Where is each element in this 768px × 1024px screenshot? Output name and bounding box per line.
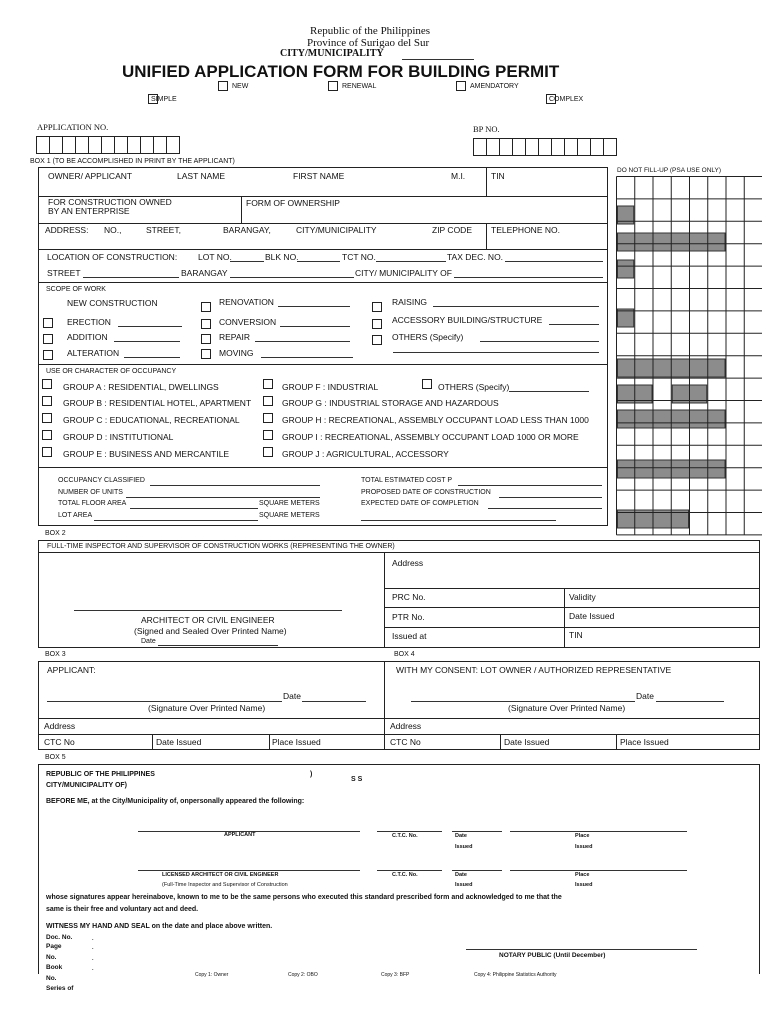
alteration-checkbox[interactable] [43,350,53,360]
box5-issued-4: Issued [575,882,593,888]
box5-city: CITY/MUNICIPALITY OF) [46,782,128,789]
box5-ctc-1: C.T.C. No. [392,833,418,839]
city-municipality-label: CITY/MUNICIPALITY [296,225,377,235]
box4-address-label: Address [390,721,422,731]
group-e-label: GROUP E : BUSINESS AND MERCANTILE [63,449,230,459]
group-g-checkbox[interactable] [263,396,273,406]
applicant-label: APPLICANT: [47,665,96,675]
complex-label: COMPLEX [549,96,584,103]
application-no-cell-4[interactable] [75,136,89,154]
bp-no-cell-8[interactable] [564,138,578,156]
barangay2-label: BARANGAY [181,268,228,278]
group-j-label: GROUP J : AGRICULTURAL, ACCESSORY [282,449,449,459]
total-cost-label: TOTAL ESTIMATED COST P [361,477,453,484]
architect-label: ARCHITECT OR CIVIL ENGINEER [141,615,275,625]
box1-title: BOX 1 (TO BE ACCOMPLISHED IN PRINT BY THE APPLICANT) [30,158,235,165]
group-i-checkbox[interactable] [263,430,273,440]
notary-signature-line[interactable] [466,949,697,950]
street-label: STREET, [146,225,181,235]
conversion-checkbox[interactable] [201,319,211,329]
box2-label: BOX 2 [45,530,66,537]
copy-4: Copy 4: Philippine Statistics Authority [474,972,557,978]
header-city: CITY/MUNICIPALITY [280,48,384,59]
occupancy-title: USE OR CHARACTER OF OCCUPANCY [46,368,177,375]
group-h-label: GROUP H : RECREATIONAL, ASSEMBLY OCCUPANT LOAD LESS THAN 1000 [282,415,589,425]
box3-place-issued-label: Place Issued [272,737,321,747]
amendatory-checkbox[interactable] [456,81,466,91]
city-underline [402,59,474,60]
application-no-cell-9[interactable] [140,136,154,154]
book-no-label: No. [46,975,57,982]
validity-label: Validity [569,592,596,602]
amendatory-label: AMENDATORY [470,83,519,90]
expected-date-label: EXPECTED DATE OF COMPLETION [361,500,479,507]
box2-date-label: Date [141,638,156,645]
repair-checkbox[interactable] [201,334,211,344]
raising-checkbox[interactable] [372,302,382,312]
book-label: Book [46,964,63,971]
box4-place-issued-label: Place Issued [620,737,669,747]
form-of-ownership-label: FORM OF OWNERSHIP [246,198,340,208]
box5-ss: S S [351,776,363,783]
bp-no-cell-3[interactable] [499,138,513,156]
group-a-checkbox[interactable] [42,379,52,389]
copy-2: Copy 2: OBO [288,972,318,978]
notary-label: NOTARY PUBLIC (Until December) [499,952,606,959]
new-label: NEW [232,83,249,90]
renovation-checkbox[interactable] [201,302,211,312]
psa-label: DO NOT FILL-UP (PSA USE ONLY) [617,167,722,174]
bp-no-label: BP NO. [473,124,500,134]
group-e-checkbox[interactable] [42,447,52,457]
copy-1: Copy 1: Owner [195,972,229,978]
application-no-cell-8[interactable] [127,136,141,154]
box1 [38,167,608,526]
number-units-label: NUMBER OF UNITS [58,489,123,496]
box5-place-1: Place [575,833,590,839]
box5-before-me: BEFORE ME, at the City/Municipality of, onpersonally appeared the following: [46,798,305,805]
page-label: Page [46,943,62,950]
psa-shaded-cell-3 [618,260,634,278]
box5-issued-1: Issued [455,844,473,850]
box2-date-issued-label: Date Issued [569,611,615,621]
scope-accessory: ACCESSORY BUILDING/STRUCTURE [392,315,543,325]
mi-label: M.I. [451,171,466,181]
group-g-label: GROUP G : INDUSTRIAL STORAGE AND HAZARDOUS [282,398,499,408]
scope-addition: ADDITION [67,332,108,342]
group-h-checkbox[interactable] [263,413,273,423]
owner-signature-line[interactable] [411,701,635,702]
application-no-label: APPLICATION NO. [37,122,109,132]
others-occupancy-label: OTHERS (Specify) [438,382,510,392]
box5-ctc-2: C.T.C. No. [392,872,418,878]
renewal-label: RENEWAL [342,83,377,90]
zip-label: ZIP CODE [432,225,472,235]
group-d-label: GROUP D : INSTITUTIONAL [63,432,174,442]
occupancy-classified-label: OCCUPANCY CLASSIFIED [58,477,145,484]
tin-label: TIN [491,171,505,181]
last-name-label: LAST NAME [177,171,226,181]
bp-no-cell-10[interactable] [590,138,604,156]
application-no-cell-6[interactable] [101,136,115,154]
signed-sealed-label: (Signed and Sealed Over Printed Name) [134,626,287,636]
box2-tin-label: TIN [569,630,583,640]
box3-ctc-label: CTC No [44,737,75,747]
scope-erection: ERECTION [67,317,111,327]
proposed-date-label: PROPOSED DATE OF CONSTRUCTION [361,489,491,496]
box4-ctc-label: CTC No [390,737,421,747]
others-scope-checkbox[interactable] [372,335,382,345]
box4-date-label: Date [636,691,654,701]
erection-checkbox[interactable] [43,318,53,328]
application-no-cell-5[interactable] [88,136,102,154]
application-no-cell-2[interactable] [49,136,63,154]
city-of-label: CITY/ MUNICIPALITY OF [355,268,452,278]
group-c-checkbox[interactable] [42,413,52,423]
bp-no-cell-11[interactable] [603,138,617,156]
box5-fulltime: (Full-Time Inspector and Supervisor of Construction [162,882,288,888]
box2-address-label: Address [392,558,424,568]
moving-checkbox[interactable] [201,349,211,359]
bp-no-cell-4[interactable] [512,138,526,156]
application-no-cell-7[interactable] [114,136,128,154]
scope-renovation: RENOVATION [219,297,274,307]
blk-no-label: BLK NO. [265,252,299,262]
for-construction-label: FOR CONSTRUCTION OWNED [48,197,172,207]
box3-address-label: Address [44,721,76,731]
first-name-label: FIRST NAME [293,171,345,181]
scope-others: OTHERS (Specify) [392,332,464,342]
box5-date-1: Date [455,833,467,839]
addition-checkbox[interactable] [43,334,53,344]
scope-repair: REPAIR [219,332,251,342]
engineer-notary-line[interactable] [138,870,360,871]
box5-paren: ) [310,771,313,778]
box5-same: same is their free and voluntary act and deed. [46,906,199,913]
barangay-label: BARANGAY, [223,225,271,235]
box5-date-2: Date [455,872,467,878]
box2-title: FULL-TIME INSPECTOR AND SUPERVISOR OF CONSTRUCTION WORKS (REPRESENTING THE OWNER) [47,543,395,550]
bp-no-cell-1[interactable] [473,138,487,156]
box5-witness: WITNESS MY HAND AND SEAL on the date and place above written. [46,923,273,930]
group-f-label: GROUP F : INDUSTRIAL [282,382,379,392]
street2-label: STREET [47,268,81,278]
box3-date-issued-label: Date Issued [156,737,202,747]
box5-issued-3: Issued [455,882,473,888]
box4-date-issued-label: Date Issued [504,737,550,747]
box5-label: BOX 5 [45,754,66,761]
prc-label: PRC No. [392,592,426,602]
group-b-label: GROUP B : RESIDENTIAL HOTEL, APARTMENT [63,398,252,408]
tax-dec-label: TAX DEC. NO. [447,252,504,262]
group-j-checkbox[interactable] [263,447,273,457]
box5-republic: REPUBLIC OF THE PHILIPPINES [46,771,155,778]
box3-sig-label: (Signature Over Printed Name) [148,703,266,713]
others-occupancy-checkbox[interactable] [422,379,432,389]
box5-whose: whose signatures appear hereinabove, known to me to be the same persons who executed this standard prescribed form and acknowledged to me that the [46,894,562,901]
scope-title: SCOPE OF WORK [46,286,106,293]
issued-at-label: Issued at [392,631,427,641]
scope-raising: RAISING [392,297,427,307]
bp-no-cell-5[interactable] [525,138,539,156]
series-label: Series of [46,985,74,992]
ptr-label: PTR No. [392,612,425,622]
scope-conversion: CONVERSION [219,317,277,327]
application-no-cell-11[interactable] [166,136,180,154]
applicant-signature-line[interactable] [47,701,282,702]
box5-issued-2: Issued [575,844,593,850]
box5 [38,764,760,974]
copy-3: Copy 3: BFP [381,972,410,978]
location-label: LOCATION OF CONSTRUCTION: [47,252,178,262]
by-enterprise-label: BY AN ENTERPRISE [48,206,130,216]
sqm-label-2: SQUARE METERS [259,512,320,519]
box5-licensed: LICENSED ARCHITECT OR CIVIL ENGINEER [162,872,279,878]
bp-no-cell-9[interactable] [577,138,591,156]
box4-sig-label: (Signature Over Printed Name) [508,703,626,713]
telephone-label: TELEPHONE NO. [491,225,560,235]
box5-place-2: Place [575,872,590,878]
scope-new-construction: NEW CONSTRUCTION [67,298,158,308]
group-a-label: GROUP A : RESIDENTIAL, DWELLINGS [63,382,219,392]
lot-no-label: LOT NO. [198,252,232,262]
renewal-checkbox[interactable] [328,81,338,91]
application-no-cell-10[interactable] [153,136,167,154]
bp-no-cell-6[interactable] [538,138,552,156]
box3-label: BOX 3 [45,651,66,658]
sqm-label-1: SQUARE METERS [259,500,320,507]
form-title: UNIFIED APPLICATION FORM FOR BUILDING PERMIT [122,62,560,81]
architect-signature-line[interactable] [74,610,342,611]
group-f-checkbox[interactable] [263,379,273,389]
application-no-cell-1[interactable] [36,136,50,154]
box4-label: BOX 4 [394,651,415,658]
new-checkbox[interactable] [218,81,228,91]
group-c-label: GROUP C : EDUCATIONAL, RECREATIONAL [63,415,240,425]
scope-alteration: ALTERATION [67,348,120,358]
tct-no-label: TCT NO. [342,252,376,262]
bp-no-cell-2[interactable] [486,138,500,156]
box3-date-label: Date [283,691,301,701]
group-i-label: GROUP I : RECREATIONAL, ASSEMBLY OCCUPANT LOAD 1000 OR MORE [282,432,579,442]
accessory-checkbox[interactable] [372,319,382,329]
simple-label: SIMPLE [151,96,177,103]
scope-moving: MOVING [219,348,254,358]
header-republic: Republic of the Philippines [310,25,431,37]
page-no-label: No. [46,954,57,961]
lot-area-label: LOT AREA [58,512,93,519]
psa-grid [616,176,762,536]
group-d-checkbox[interactable] [42,430,52,440]
group-b-checkbox[interactable] [42,396,52,406]
owner-label: OWNER/ APPLICANT [48,171,133,181]
header-province: Province of Surigao del Sur [307,37,430,49]
application-no-cell-3[interactable] [62,136,76,154]
consent-label: WITH MY CONSENT: LOT OWNER / AUTHORIZED REPRESENTATIVE [396,665,672,675]
address-no-label: NO., [104,225,122,235]
box5-applicant: APPLICANT [224,832,256,838]
total-floor-area-label: TOTAL FLOOR AREA [58,500,127,507]
doc-no-label: Doc. No. [46,934,73,941]
address-label: ADDRESS: [45,225,89,235]
bp-no-cell-7[interactable] [551,138,565,156]
psa-shaded-cell-4 [618,309,634,327]
